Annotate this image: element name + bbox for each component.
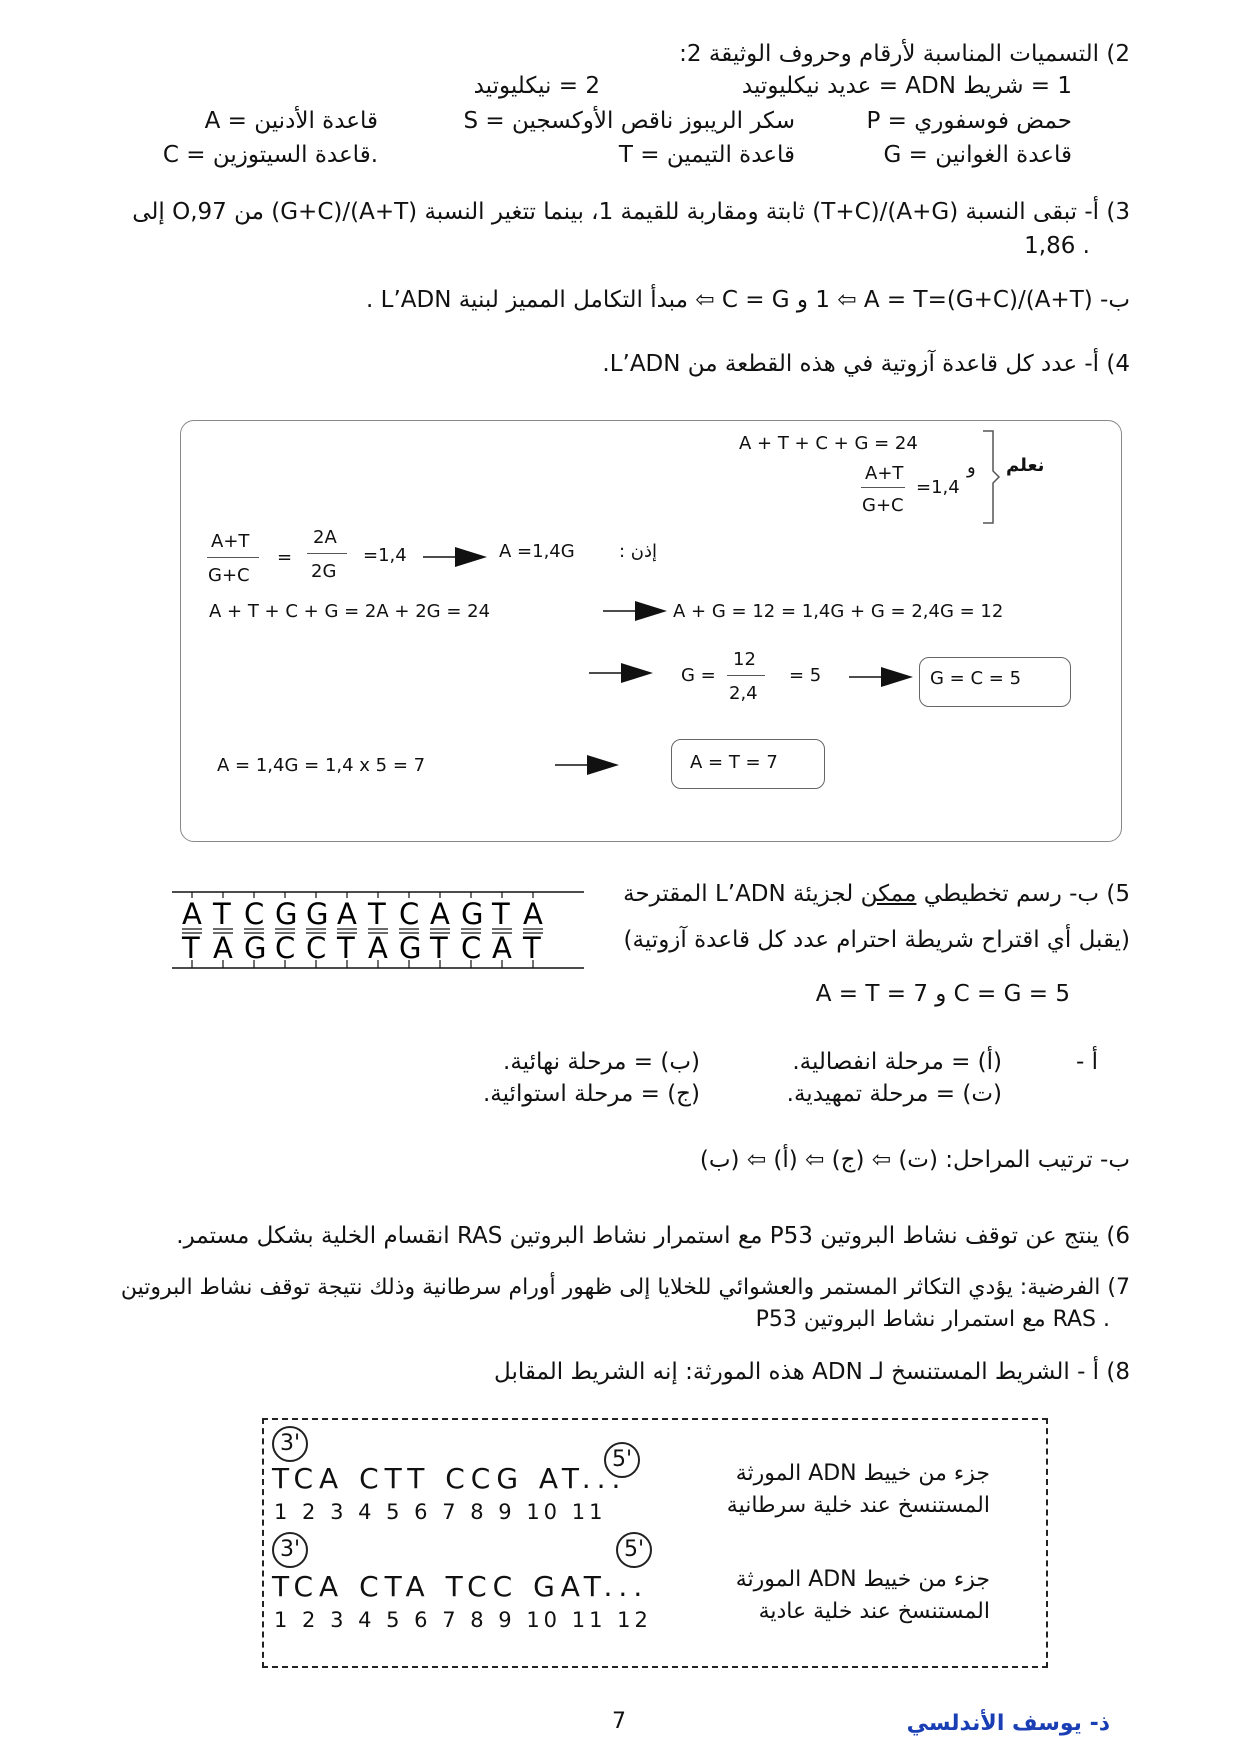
cancer-numbers: 1 2 3 4 5 6 7 8 9 10 11 bbox=[274, 1500, 607, 1524]
s2-item-1: 1 = شريط ADN = عديد نيكليوتيد bbox=[741, 73, 1072, 99]
strand-top-base: A bbox=[430, 897, 450, 931]
s2-item-t: T = قاعدة التيمين bbox=[618, 142, 795, 168]
ratio-2g: 2G bbox=[311, 561, 337, 582]
strand-top-base: A bbox=[182, 897, 202, 931]
s7-line-1: 7) الفرضية: يؤدي التكاثر المستمر والعشوائي للخلايا إلى ظهور أورام سرطانية وذلك نتيجة توقف نشاط البروتين bbox=[120, 1275, 1130, 1300]
s3-line-2: 1,86 . bbox=[1024, 233, 1090, 259]
normal-numbers: 1 2 3 4 5 6 7 8 9 10 11 12 bbox=[274, 1608, 652, 1632]
curly-brace-icon bbox=[981, 429, 1001, 525]
ratio-val: =1,4 bbox=[363, 545, 407, 566]
s5-line-3: A = T = 7 و C = G = 5 bbox=[815, 981, 1070, 1007]
eq-total: A + T + C + G = 24 bbox=[739, 433, 918, 454]
cancer-label-2: المستنسخ عند خلية سرطانية bbox=[726, 1493, 990, 1518]
eq-sum: A + T + C + G = 2A + 2G = 24 bbox=[209, 601, 491, 622]
strand-bottom-base: A bbox=[213, 931, 233, 965]
a-eq-14g: A =1,4G bbox=[499, 541, 575, 562]
author-name: ذ- يوسف الأندلسي bbox=[906, 1711, 1110, 1736]
g-result: G = C = 5 bbox=[930, 668, 1022, 689]
s5-line-1: 5) ب- رسم تخطيطي ممكن لجزيئة L’ADN المقترحة bbox=[623, 881, 1130, 907]
arrow-icon bbox=[847, 665, 917, 689]
strand-bottom-base: T bbox=[523, 931, 541, 965]
cancer-label-1: جزء من خييط ADN المورثة bbox=[735, 1461, 990, 1486]
arrow-icon bbox=[421, 545, 491, 569]
prime-5-label: 5' bbox=[616, 1532, 652, 1568]
arrow-icon bbox=[587, 661, 657, 685]
s2-item-s: S = سكر الريبوز ناقص الأوكسجين bbox=[463, 108, 795, 134]
ratio-den: G+C bbox=[208, 565, 250, 586]
s4-heading: 4) أ- عدد كل قاعدة آزوتية في هذه القطعة من L’ADN. bbox=[602, 351, 1130, 377]
ratio-eq: = bbox=[277, 547, 293, 568]
so-text: إذن : bbox=[619, 541, 658, 562]
strand-bottom-base: A bbox=[368, 931, 388, 965]
prime-3-label: 3' bbox=[272, 1426, 308, 1462]
phases-label: أ - bbox=[1075, 1049, 1098, 1075]
phase-t: (ت) = مرحلة تمهيدية. bbox=[786, 1081, 1002, 1107]
s3-line-3: ب- (A+T)/(G+C)=1 ⇦ A = T و C = G ⇦ مبدأ التكامل المميز لبنية L’ADN . bbox=[366, 287, 1130, 313]
cancer-sequence: TCA CTT CCG AT... bbox=[272, 1462, 627, 1495]
strand-top-base: T bbox=[492, 897, 510, 931]
strand-top-base: T bbox=[368, 897, 386, 931]
a-calc: A = 1,4G = 1,4 x 5 = 7 bbox=[217, 755, 426, 776]
phase-a: (أ) = مرحلة انفصالية. bbox=[792, 1049, 1002, 1075]
frac-num: A+T bbox=[865, 463, 904, 484]
dna-diagram bbox=[168, 880, 588, 980]
strand-top-base: C bbox=[244, 897, 265, 931]
s2-item-2: 2 = نيكليوتيد bbox=[473, 73, 600, 99]
strand-bottom-base: G bbox=[244, 931, 267, 965]
a-result-box bbox=[671, 739, 825, 789]
s2-item-g: G = قاعدة الغوانين bbox=[883, 142, 1072, 168]
strand-bottom-base: G bbox=[399, 931, 422, 965]
strand-bottom-base: T bbox=[430, 931, 448, 965]
normal-sequence: TCA CTA TCC GAT... bbox=[272, 1570, 649, 1603]
strand-bottom-base: C bbox=[306, 931, 327, 965]
strand-top-base: G bbox=[461, 897, 484, 931]
strand-top-base: A bbox=[337, 897, 357, 931]
page-number: 7 bbox=[612, 1709, 626, 1734]
known-text: نعلم bbox=[1006, 455, 1045, 476]
strand-bottom-base: T bbox=[337, 931, 355, 965]
strand-bottom-base: T bbox=[182, 931, 200, 965]
g-val: = 5 bbox=[789, 665, 822, 686]
s2-item-a: A = قاعدة الأدنين bbox=[204, 108, 378, 134]
s2-heading: 2) التسميات المناسبة لأرقام وحروف الوثيقة 2: bbox=[679, 41, 1130, 67]
phase-j: (ج) = مرحلة استوائية. bbox=[482, 1081, 700, 1107]
strand-top-base: C bbox=[399, 897, 420, 931]
frac-den: G+C bbox=[862, 495, 904, 516]
s7-line-2: P53 مع استمرار نشاط البروتين RAS . bbox=[755, 1307, 1110, 1332]
phases-order: ب- ترتيب المراحل: (ت) ⇦ (ج) ⇦ (أ) ⇦ (ب) bbox=[699, 1147, 1130, 1173]
strand-top-base: G bbox=[306, 897, 329, 931]
strand-top-base: T bbox=[213, 897, 231, 931]
g-result-box bbox=[919, 657, 1071, 707]
ratio-2a: 2A bbox=[313, 527, 337, 548]
g-den: 2,4 bbox=[729, 683, 758, 704]
eq-ag: A + G = 12 = 1,4G + G = 2,4G = 12 bbox=[673, 601, 1004, 622]
ratio-num: A+T bbox=[211, 531, 250, 552]
and-text: و bbox=[967, 457, 976, 478]
arrow-icon bbox=[553, 753, 623, 777]
s6-line: 6) ينتج عن توقف نشاط البروتين P53 مع استمرار نشاط البروتين RAS انقسام الخلية بشكل مستمر. bbox=[176, 1223, 1130, 1249]
normal-label-1: جزء من خييط ADN المورثة bbox=[735, 1567, 990, 1592]
s2-item-c: C = قاعدة السيتوزين. bbox=[162, 142, 378, 168]
strand-bottom-base: C bbox=[461, 931, 482, 965]
arrow-icon bbox=[601, 599, 671, 623]
strand-top-base: A bbox=[523, 897, 543, 931]
frac-val: =1,4 bbox=[916, 477, 960, 498]
strand-bottom-base: C bbox=[275, 931, 296, 965]
g-num: 12 bbox=[733, 649, 756, 670]
s2-item-p: P = حمض فوسفوري bbox=[866, 108, 1072, 134]
strand-bottom-base: A bbox=[492, 931, 512, 965]
s3-line-1: 3) أ- تبقى النسبة (A+G)/(T+C) ثابتة ومقاربة للقيمة 1، بينما تتغير النسبة (A+T)/(G+C) من O,97 إلى bbox=[132, 199, 1130, 225]
sequence-box bbox=[262, 1418, 1048, 1668]
a-result: A = T = 7 bbox=[690, 752, 778, 773]
s5-line-2: (يقبل أي اقتراح شريطة احترام عدد كل قاعدة آزوتية) bbox=[623, 927, 1130, 953]
calculation-box bbox=[180, 420, 1122, 842]
phase-b: (ب) = مرحلة نهائية. bbox=[503, 1049, 700, 1075]
s8-heading: 8) أ - الشريط المستنسخ لـ ADN هذه المورثة: إنه الشريط المقابل bbox=[494, 1359, 1130, 1385]
g-label: G = bbox=[681, 665, 716, 686]
strand-top-base: G bbox=[275, 897, 298, 931]
normal-label-2: المستنسخ عند خلية عادية bbox=[758, 1599, 990, 1624]
prime-3-label: 3' bbox=[272, 1532, 308, 1568]
prime-5-label: 5' bbox=[604, 1442, 640, 1478]
